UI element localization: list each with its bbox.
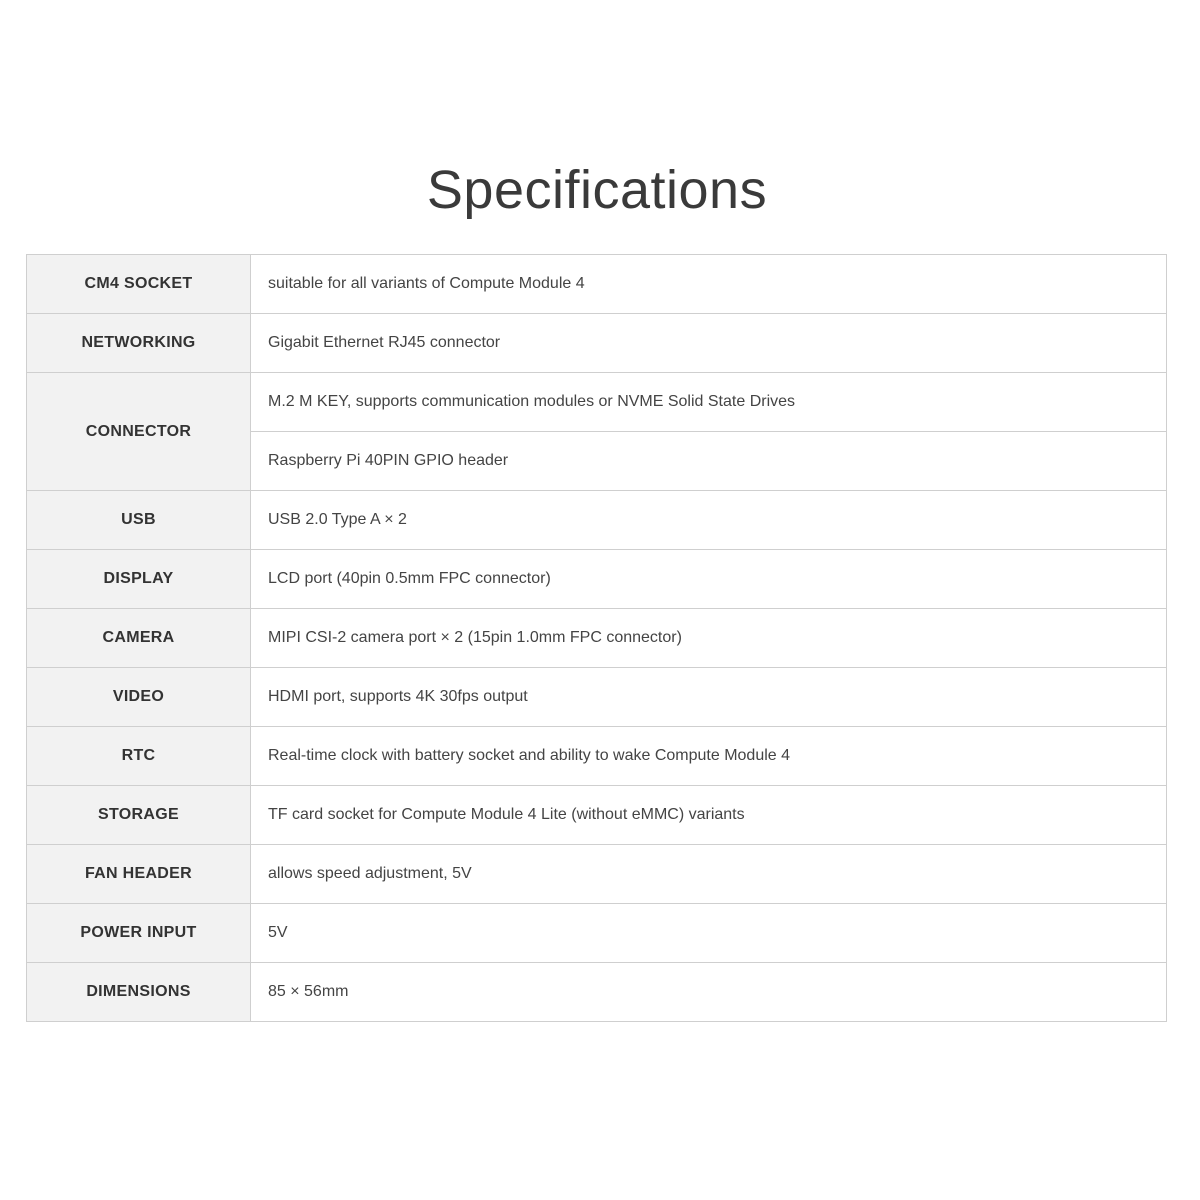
spec-label: RTC <box>27 727 251 786</box>
spec-value: Gigabit Ethernet RJ45 connector <box>251 314 1167 373</box>
table-row <box>27 963 1167 1022</box>
table-row <box>27 373 1167 432</box>
spec-value: MIPI CSI-2 camera port × 2 (15pin 1.0mm FPC connector) <box>251 609 1167 668</box>
spec-label: STORAGE <box>27 786 251 845</box>
spec-label: DIMENSIONS <box>27 963 251 1022</box>
page-title: Specifications <box>426 160 768 220</box>
table-row <box>27 491 1167 550</box>
spec-value: suitable for all variants of Compute Module 4 <box>251 255 1167 314</box>
spec-label: CM4 SOCKET <box>27 255 251 314</box>
spec-label: NETWORKING <box>27 314 251 373</box>
spec-label: USB <box>27 491 251 550</box>
table-row <box>27 845 1167 904</box>
spec-label: DISPLAY <box>27 550 251 609</box>
spec-value: Real-time clock with battery socket and ability to wake Compute Module 4 <box>251 727 1167 786</box>
spec-value: allows speed adjustment, 5V <box>251 845 1167 904</box>
table-row <box>27 904 1167 963</box>
spec-value: LCD port (40pin 0.5mm FPC connector) <box>251 550 1167 609</box>
spec-value: M.2 M KEY, supports communication modules or NVME Solid State Drives <box>251 373 1167 432</box>
spec-value: HDMI port, supports 4K 30fps output <box>251 668 1167 727</box>
table-row <box>27 786 1167 845</box>
table-row <box>27 255 1167 314</box>
table-row <box>27 550 1167 609</box>
spec-label: CAMERA <box>27 609 251 668</box>
spec-label: VIDEO <box>27 668 251 727</box>
spec-value: 5V <box>251 904 1167 963</box>
spec-value: TF card socket for Compute Module 4 Lite (without eMMC) variants <box>251 786 1167 845</box>
table-row <box>27 314 1167 373</box>
table-row <box>27 668 1167 727</box>
spec-label: POWER INPUT <box>27 904 251 963</box>
spec-label: FAN HEADER <box>27 845 251 904</box>
spec-value: 85 × 56mm <box>251 963 1167 1022</box>
spec-label: CONNECTOR <box>27 373 251 491</box>
spec-value: USB 2.0 Type A × 2 <box>251 491 1167 550</box>
spec-table <box>26 254 1167 1022</box>
table-row <box>27 609 1167 668</box>
spec-value: Raspberry Pi 40PIN GPIO header <box>251 432 1167 491</box>
table-row <box>27 727 1167 786</box>
